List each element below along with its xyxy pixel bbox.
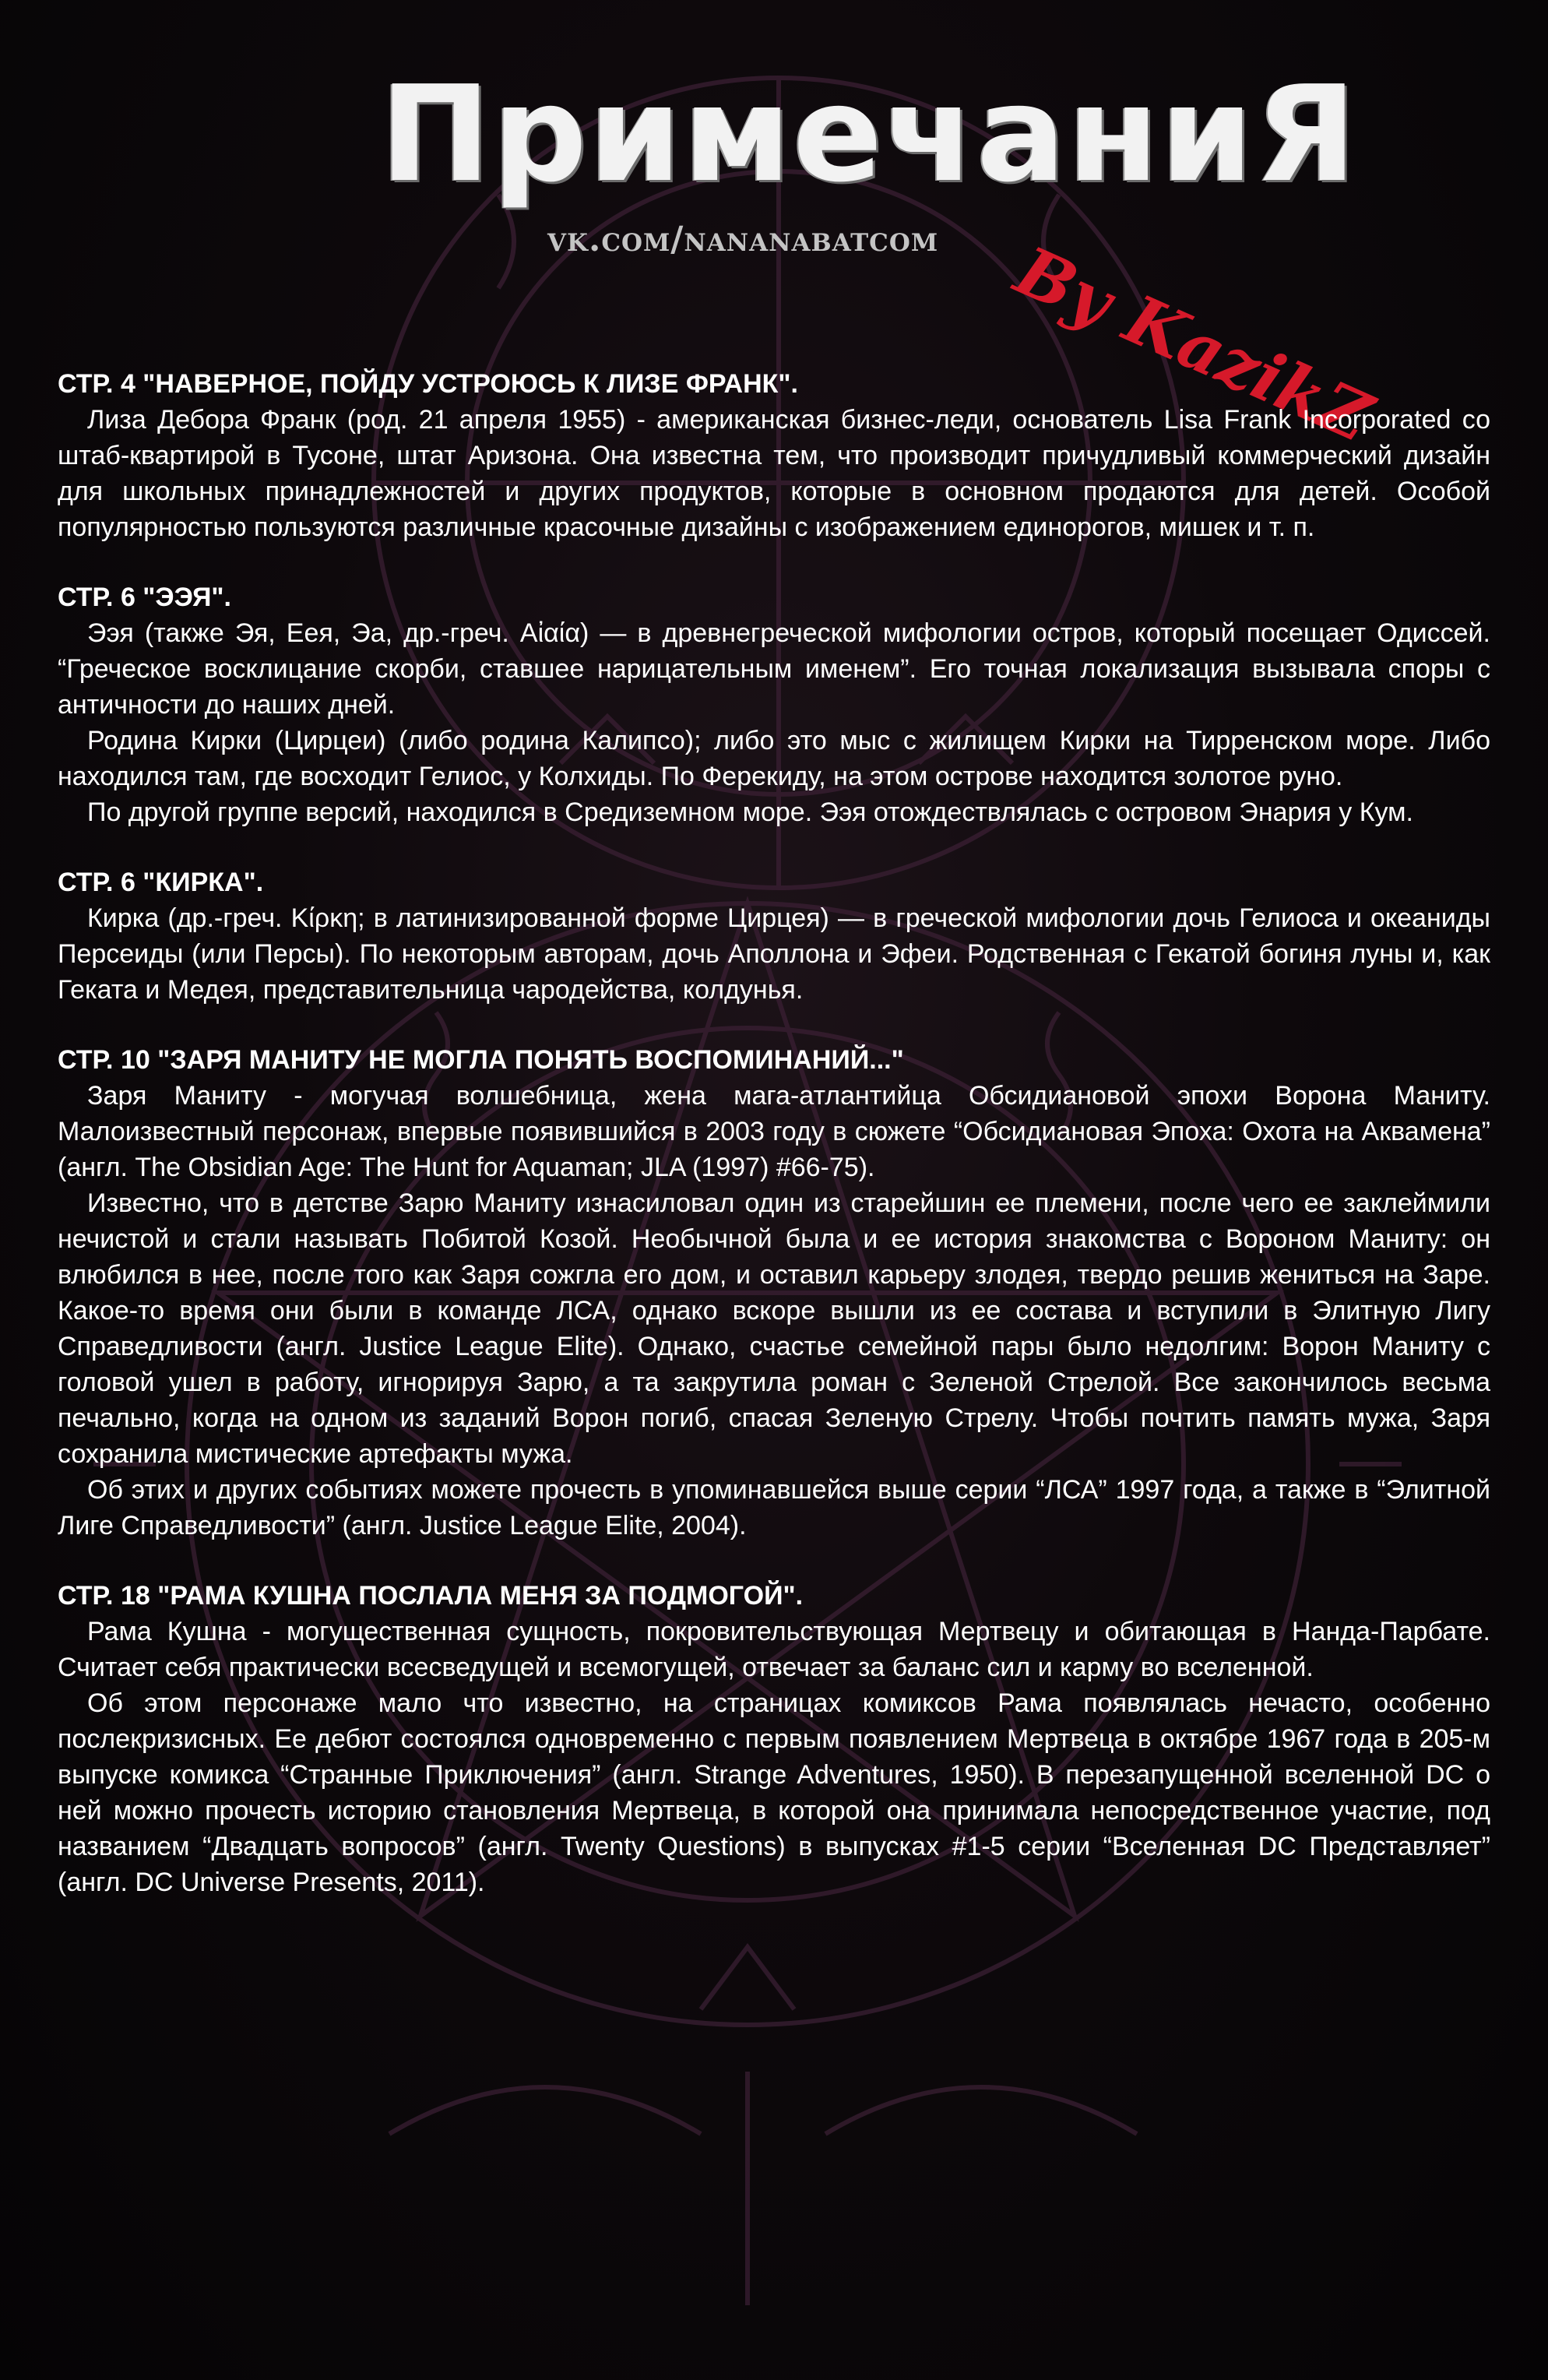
note-title: СТР. 4 "НАВЕРНОЕ, ПОЙДУ УСТРОЮСЬ К ЛИЗЕ ФРАНК". <box>58 369 798 399</box>
page-title: ПримечаниЯ <box>380 58 1359 212</box>
note-paragraph: Рама Кушна - могущественная сущность, покровительствующая Мертвецу и обитающая в Нанда-Парбате. Считает себя практически всесведущей и всемогущей, отвечает за баланс сил и карму во вселенной. <box>58 1617 1490 1682</box>
note-title: СТР. 10 "ЗАРЯ МАНИТУ НЕ МОГЛА ПОНЯТЬ ВОСПОМИНАНИЙ..." <box>58 1045 904 1075</box>
note-item <box>58 864 1490 1008</box>
translator-credit: By KazikZ <box>1004 231 1384 458</box>
note-item <box>58 1042 1490 1544</box>
notes-list <box>58 366 1490 1935</box>
sigil-bottom-ornament <box>389 2072 1137 2305</box>
note-paragraph: Заря Маниту - могучая волшебница, жена мага-атлантийца Обсидиановой эпохи Ворона Маниту. Малоизвестный персонаж, впервые появившийся в 2003 году в сюжете “Обсидиановая Эпоха: Охота на Аквамена” (англ. The Obsidian Age: The Hunt for Aquaman; JLA (1997) #66-75). <box>58 1081 1490 1182</box>
note-item <box>58 1578 1490 1900</box>
note-paragraph: Об этих и других событиях можете прочесть в упоминавшейся выше серии “ЛСА” 1997 года, а также в “Элитной Лиге Справедливости” (англ. Justice League Elite, 2004). <box>58 1475 1490 1540</box>
note-item <box>58 579 1490 830</box>
note-title: СТР. 6 "ЭЭЯ". <box>58 583 231 612</box>
site-url: vk.com/nananabatcom <box>547 220 939 259</box>
note-paragraph: Известно, что в детстве Зарю Маниту изнасиловал один из старейшин ее племени, после чего ее заклеймили нечистой и стали называть Побитой Козой. Необычной была и ее история знакомства с Вороном Маниту: он влюбился в нее, после того как Заря сожгла его дом, и оставил карьеру злодея, твердо решив жениться на Заре. Какое-то время они были в команде ЛСА, однако вскоре вышли из ее состава и вступили в Элитную Лигу Справедливости (англ. Justice League Elite). Однако, счастье семейной пары было недолгим: Ворон Маниту с головой ушел в работу, игнорируя Зарю, а та закрутила роман с Зеленой Стрелой. Все закончилось весьма печально, когда на одном из заданий Ворон погиб, спасая Зеленую Стрелу. Чтобы почтить память мужа, Заря сохранила мистические артефакты мужа. <box>58 1188 1490 1469</box>
note-paragraph: Кирка (др.-греч. Κίρκη; в латинизированной форме Цирцея) — в греческой мифологии дочь Гелиоса и океаниды Персеиды (или Персы). По некоторым авторам, дочь Аполлона и Эфеи. Родственная с Гекатой богиня луны и, как Геката и Медея, представительница чародейства, колдунья. <box>58 903 1490 1005</box>
note-paragraph: Ээя (также Эя, Еея, Эа, др.-греч. Αἰαία) — в древнегреческой мифологии остров, который посещает Одиссей. “Греческое восклицание скорби, ставшее нарицательным именем”. Его точная локализация вызывала споры с античности до наших дней. <box>58 618 1490 720</box>
note-title: СТР. 18 "РАМА КУШНА ПОСЛАЛА МЕНЯ ЗА ПОДМОГОЙ". <box>58 1581 804 1611</box>
note-paragraph: По другой группе версий, находился в Средиземном море. Ээя отождествлялась с островом Энария у Кум. <box>87 797 1413 827</box>
note-title: СТР. 6 "КИРКА". <box>58 868 264 897</box>
note-paragraph: Об этом персонаже мало что известно, на страницах комиксов Рама появлялась нечасто, особенно послекризисных. Ее дебют состоялся одновременно с первым появлением Мертвеца в октябре 1967 года в 205-м выпуске комикса “Странные Приключения” (англ. Strange Adventures, 1950). В перезапущенной вселенной DC о ней можно прочесть историю становления Мертвеца, в которой она принимала непосредственное участие, под названием “Двадцать вопросов” (англ. Twenty Questions) в выпусках #1-5 серии “Вселенная DC Представляет” (англ. DC Universe Presents, 2011). <box>58 1688 1490 1897</box>
note-paragraph: Родина Кирки (Цирцеи) (либо родина Калипсо); либо это мыс с жилищем Кирки на Тирренском море. Либо находился там, где восходит Гелиос, у Колхиды. По Ферекиду, на этом острове находится золотое руно. <box>58 726 1490 791</box>
note-paragraph: Лиза Дебора Франк (род. 21 апреля 1955) - американская бизнес-леди, основатель Lisa Frank Incorporated со штаб-квартирой в Тусоне, штат Аризона. Она известна тем, что производит причудливый коммерческий дизайн для школьных принадлежностей и других продуктов, которые в основном продаются для детей. Особой популярностью пользуются различные красочные дизайны с изображением единорогов, мишек и т. п. <box>58 405 1490 542</box>
note-item <box>58 366 1490 545</box>
